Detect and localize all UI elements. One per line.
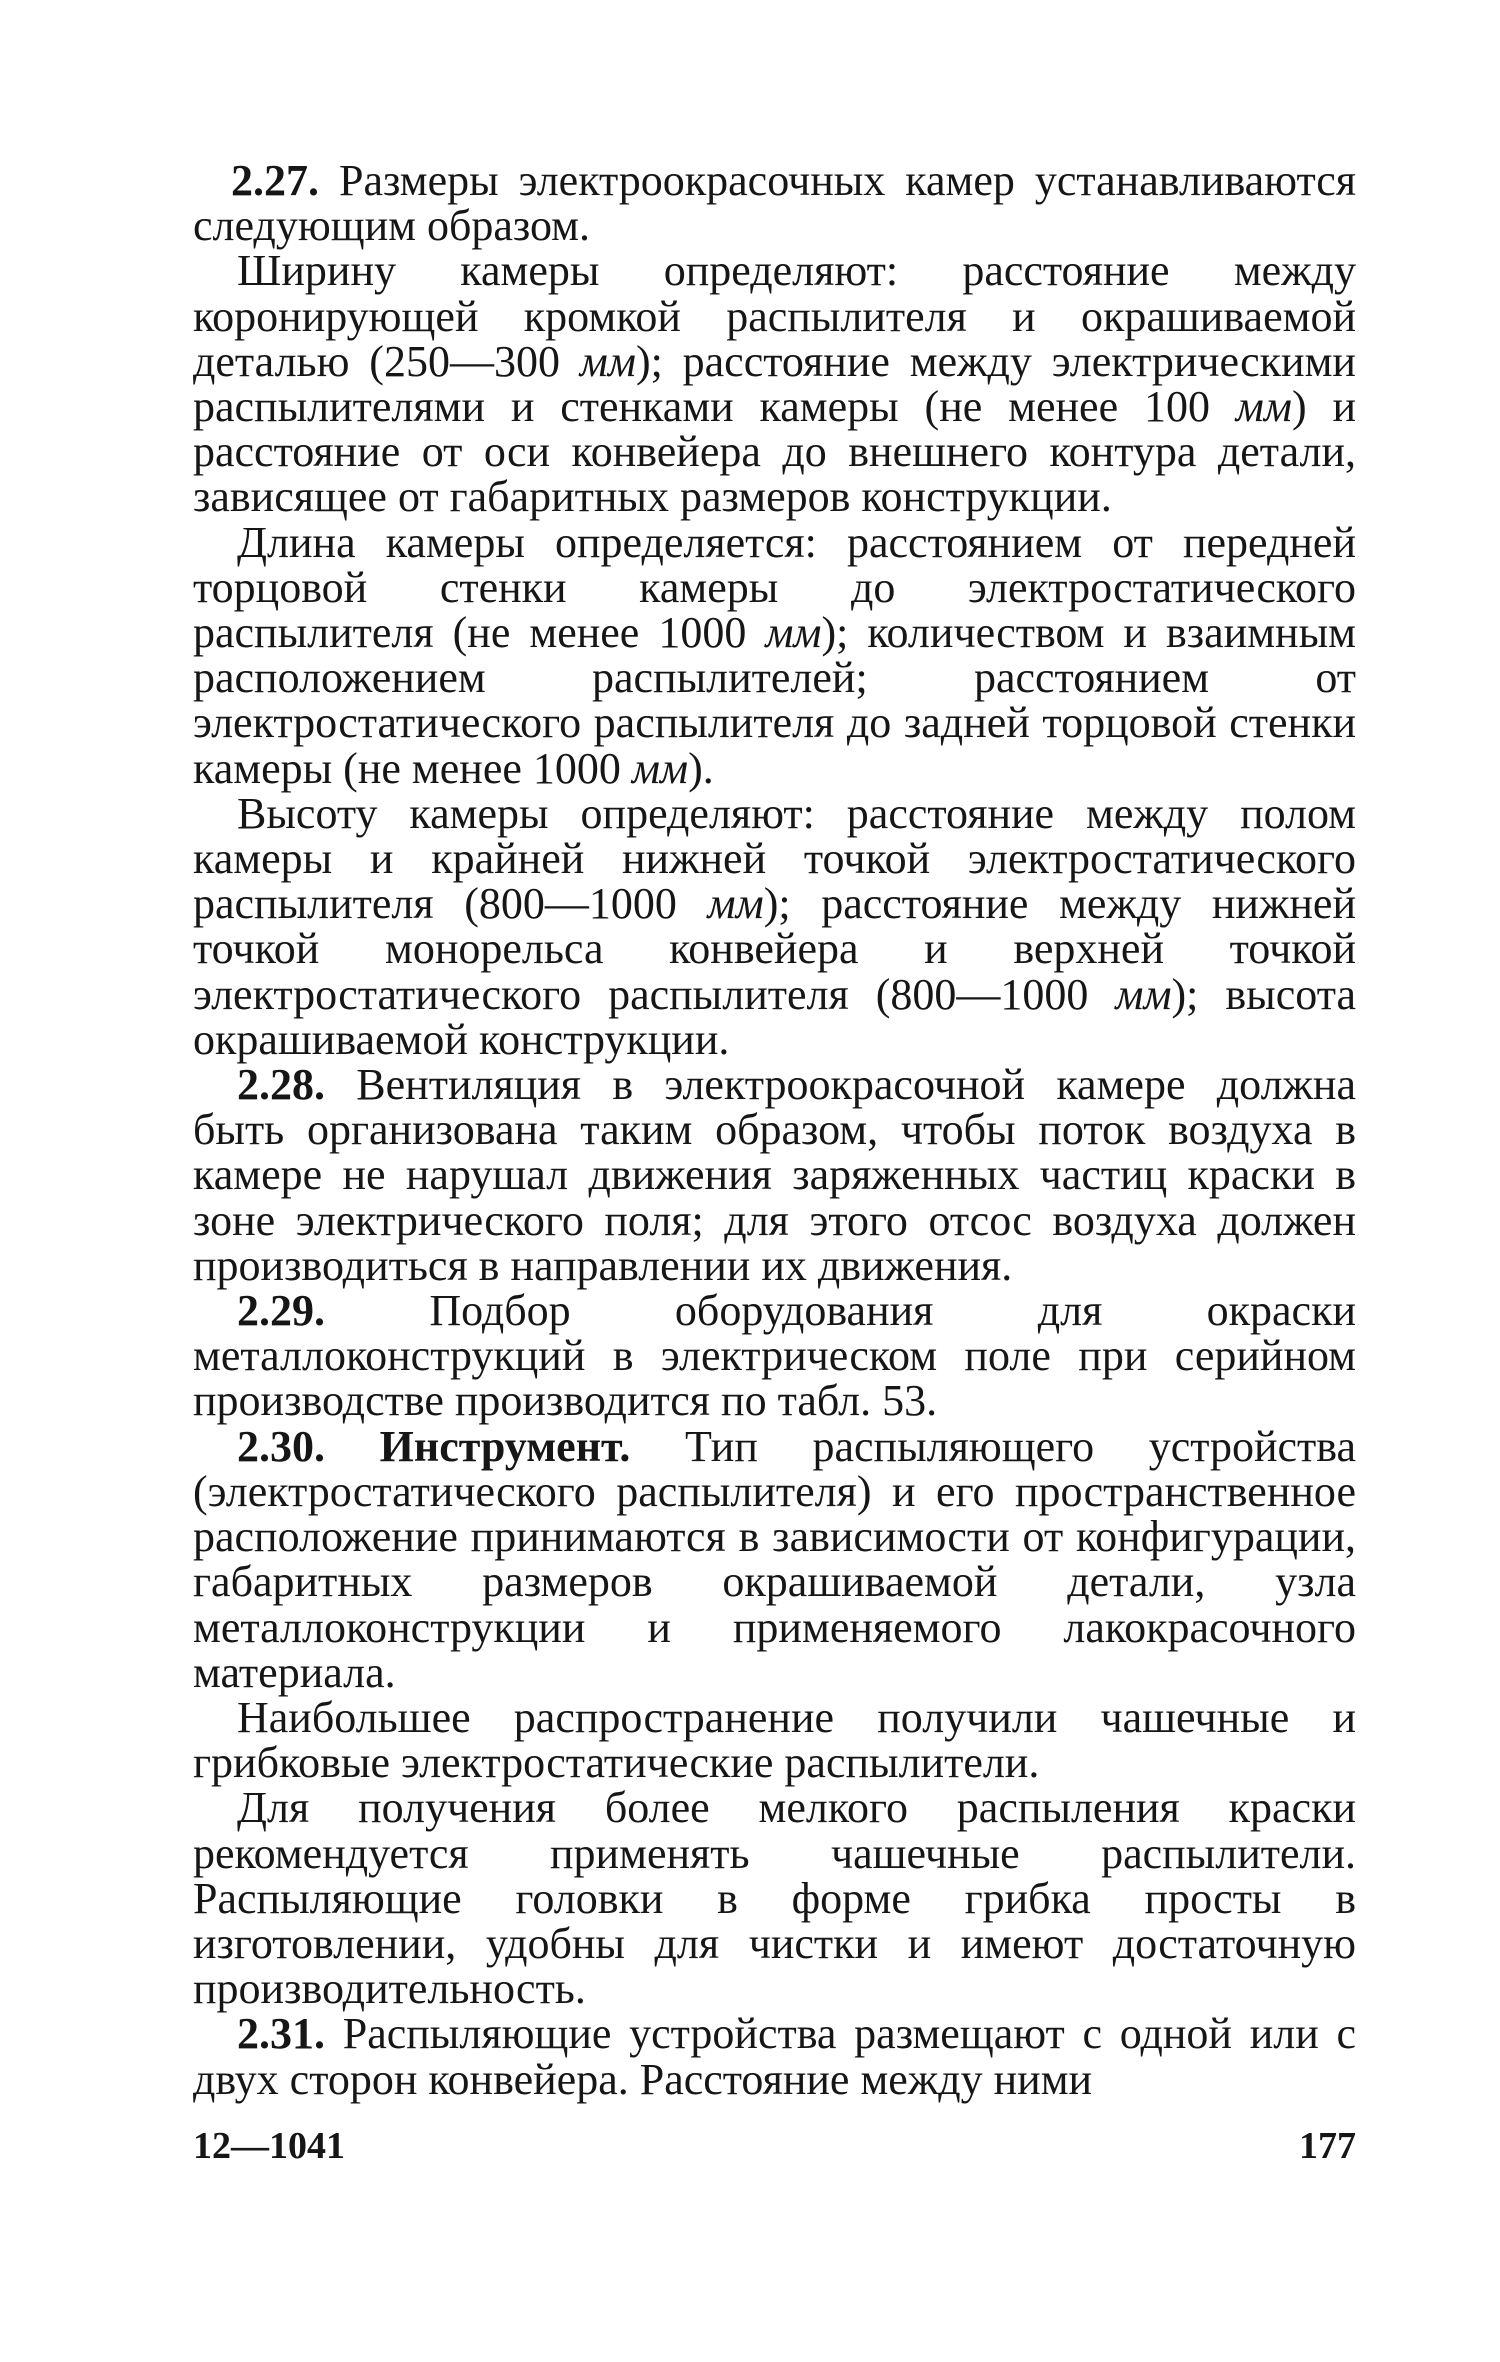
unit-mm: мм [631, 743, 689, 793]
paragraph-text: ); количеством и взаимным расположением распылителей; расстоянием от электростатического распылителя до задней торцовой стенки камеры (не менее 1000 [193, 608, 1356, 793]
paragraph-fine-spray [193, 1783, 1356, 2014]
paragraph-text: Распыляющие устройства размещают с одной или с двух сторон конвейера. Расстояние между ними [193, 2009, 1356, 2104]
paragraph-text: Высоту камеры определяют: расстояние между полом камеры и крайней нижней точкой электростатического распылителя (800—1000 [193, 788, 1356, 929]
paragraph-2-28 [193, 1062, 1356, 1288]
page-body [193, 158, 1356, 2102]
paragraph-text: ); расстояние между электрическими распылителями и стенками камеры (не менее 100 [193, 336, 1356, 432]
printer-signature: 12—1041 [193, 2125, 345, 2167]
paragraph-text: ); расстояние между нижней точкой монорельса конвейера и верхней точкой электростатического распылителя (800—1000 [193, 879, 1356, 1019]
paragraph-text: Вентиляция в электроокрасочной камере должна быть организована таким образом, чтобы поток воздуха в камере не нарушал движения заряженных частиц краски в зоне электрического поля; для этого отсос воздуха должен производиться в направлении их движения. [193, 1060, 1357, 1290]
unit-mm: мм [765, 608, 822, 658]
paragraph-popular [193, 1692, 1356, 1788]
paragraph-length [193, 517, 1356, 793]
paragraph-text: Размеры электроокрасочных камер устанавливаются следующим образом. [193, 156, 1356, 251]
section-number: 2.31. [237, 2009, 325, 2059]
paragraph-2-27 [193, 156, 1356, 251]
paragraph-text: ). [688, 743, 714, 793]
paragraph-text: Ширину камеры определяют: расстояние между коронирующей кромкой распылителя и окрашиваемой деталью (250—300 [193, 246, 1356, 386]
paragraph-2-31 [193, 2009, 1356, 2104]
unit-mm: мм [579, 336, 636, 386]
section-number: 2.30. [237, 1421, 325, 1471]
paragraph-text: ); высота окрашиваемой конструкции. [193, 969, 1356, 1064]
paragraph-width [193, 246, 1356, 522]
paragraph-text: ) и расстояние от оси конвейера до внешнего контура детали, зависящее от габаритных размеров конструкции. [193, 382, 1356, 522]
section-heading: Инструмент. [379, 1421, 631, 1471]
page-footer [193, 2124, 1356, 2174]
page-number: 177 [1299, 2125, 1356, 2167]
section-number: 2.29. [237, 1286, 325, 1336]
unit-mm: мм [1235, 382, 1292, 432]
paragraph-text: Подбор оборудования для окраски металлоконструкций в электрическом поле при серийном производстве производится по табл. 53. [193, 1286, 1357, 1426]
paragraph-text: Длина камеры определяется: расстоянием от передней торцовой стенки камеры до электростатического распылителя (не менее 1000 [193, 517, 1356, 658]
paragraph-2-29 [193, 1288, 1356, 1424]
section-number: 2.28. [237, 1060, 325, 1110]
unit-mm: мм [707, 879, 764, 929]
unit-mm: мм [1115, 969, 1172, 1019]
paragraph-2-30 [193, 1421, 1357, 1697]
paragraph-text: Наибольшее распространение получили чашечные и грибковые электростатические распылители. [193, 1692, 1356, 1788]
section-number: 2.27. [231, 156, 319, 205]
paragraph-text: Для получения более мелкого распыления краски рекомендуется применять чашечные распылители. Распыляющие головки в форме грибка просты в изготовлении, удобны для чистки и имеют достаточную производительность. [193, 1783, 1356, 2014]
paragraph-text: Тип распыляющего устройства (электростатического распылителя) и его пространственное расположение принимаются в зависимости от конфигурации, габаритных размеров окрашиваемой детали, узла металлоконструкции и применяемого лакокрасочного материала. [193, 1421, 1357, 1697]
paragraph-height [193, 788, 1356, 1064]
